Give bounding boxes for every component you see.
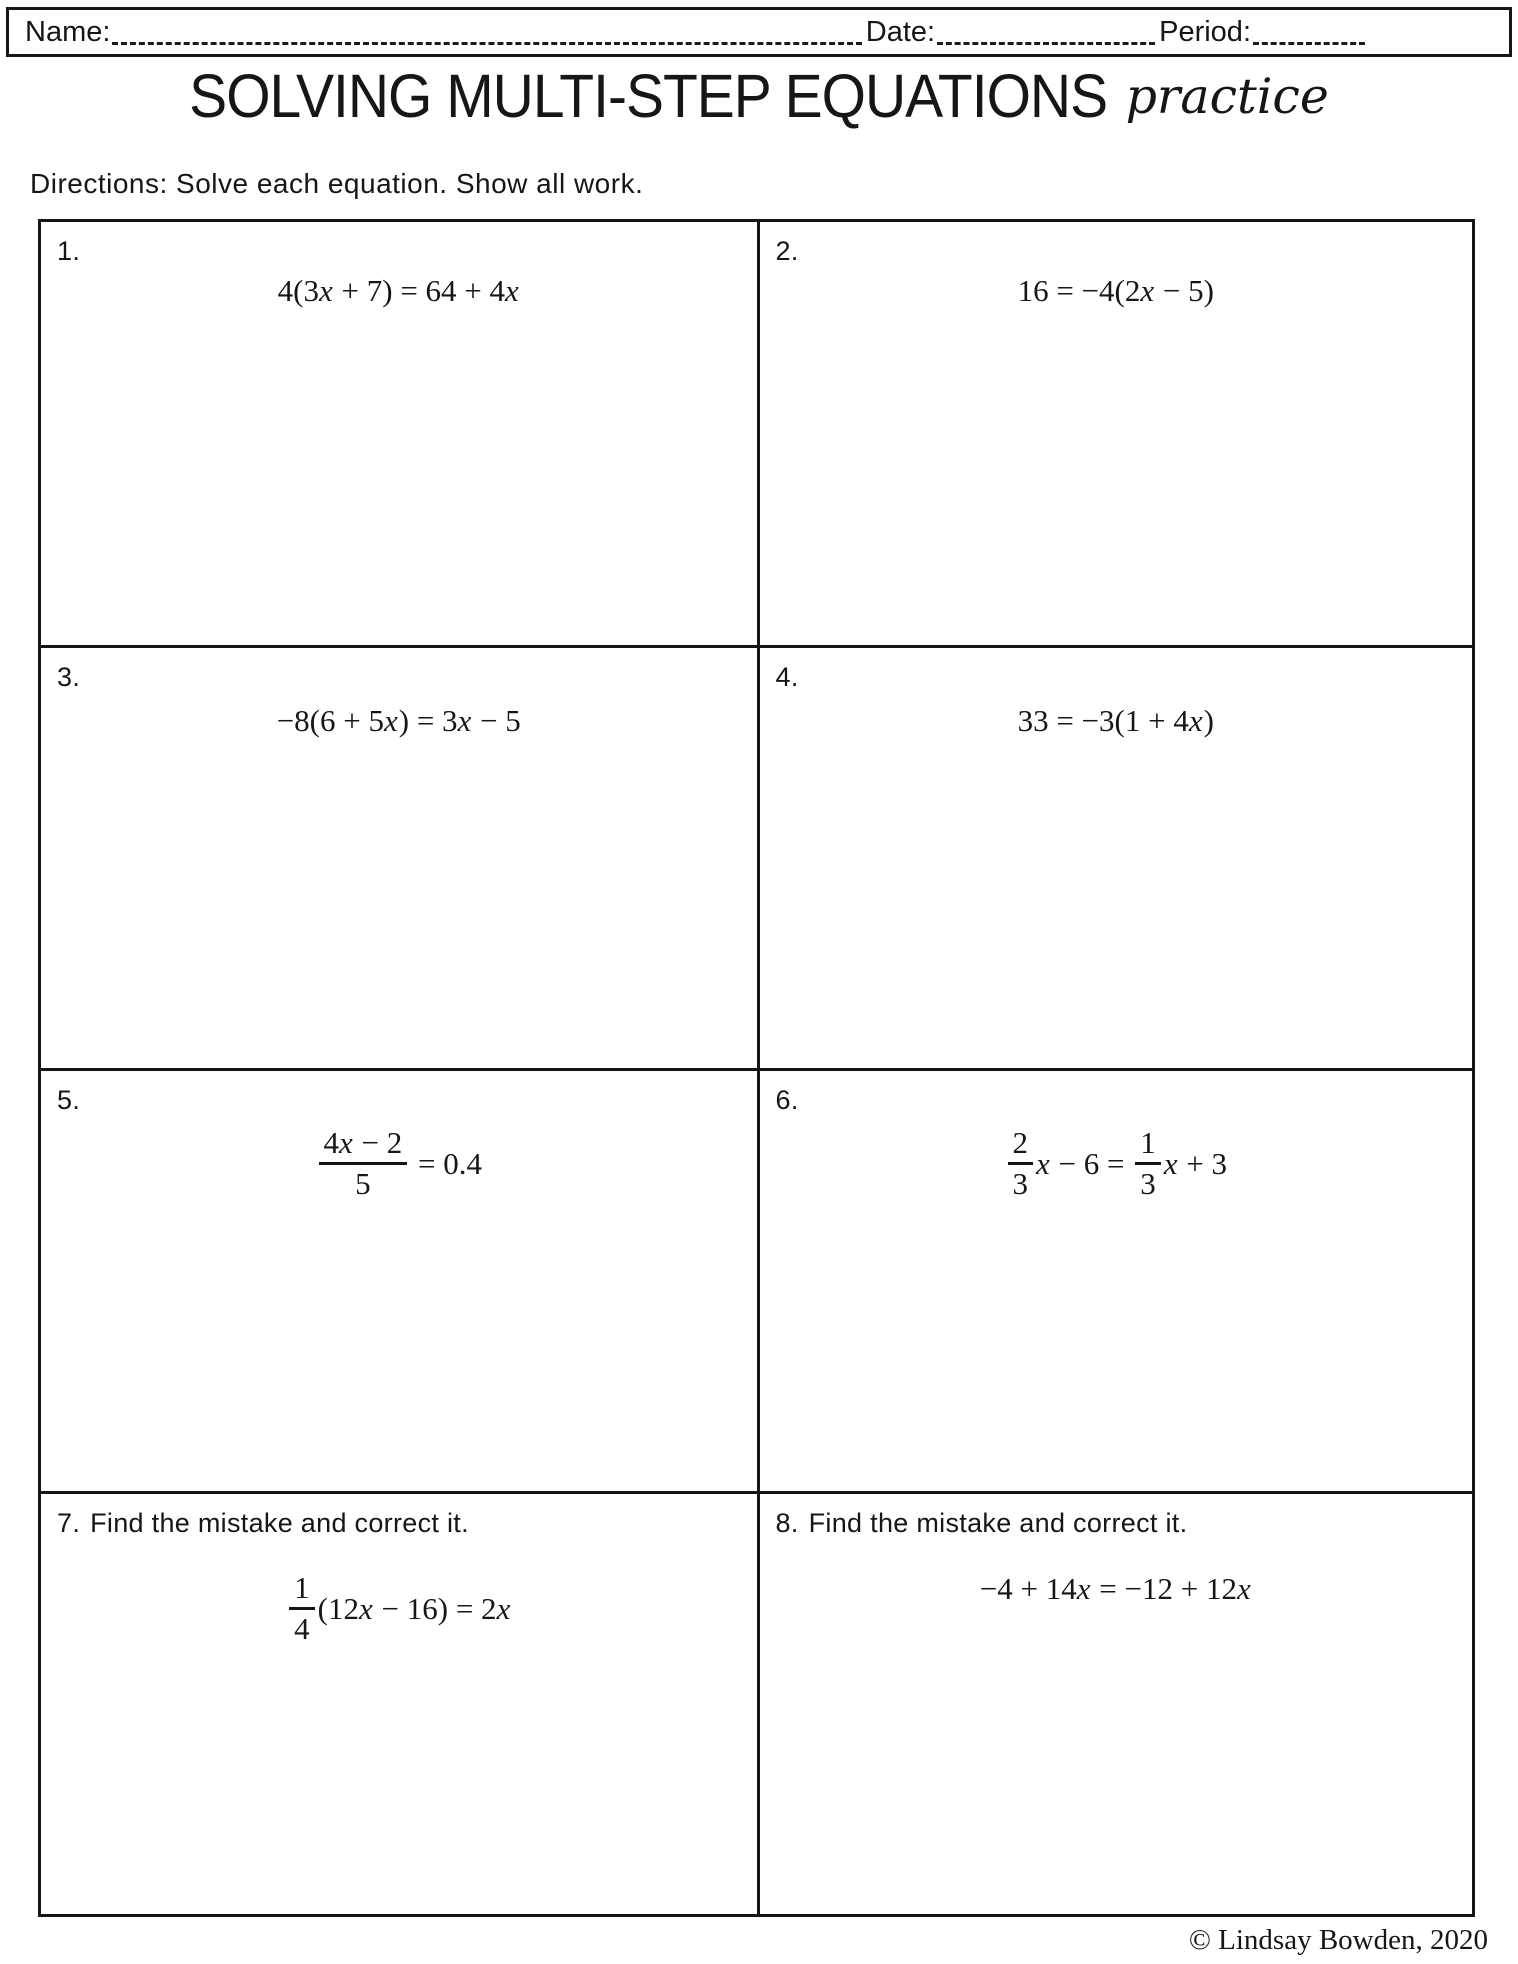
equation-text: 4: [294, 1611, 310, 1647]
date-blank-line: [937, 22, 1155, 45]
equation-text: 4: [323, 1125, 339, 1161]
equation-text: 16 = −4(2: [1017, 273, 1141, 309]
fraction-numerator: [289, 1571, 315, 1610]
equation: [760, 1571, 1473, 1607]
fraction-denominator: [350, 1165, 376, 1201]
problem-prompt: Find the mistake and correct it.: [808, 1508, 1188, 1538]
equation-text: 33 = −3(1 + 4: [1017, 703, 1189, 739]
problem-cell: [41, 1491, 757, 1914]
equation-text: + 3: [1178, 1145, 1227, 1181]
problem-number: 5.: [57, 1085, 81, 1115]
fraction: [1008, 1126, 1034, 1201]
problems-grid: [38, 219, 1475, 1917]
title-script-text: practice: [1125, 68, 1329, 125]
equation-variable: x: [1036, 1145, 1050, 1181]
problem-cell: [757, 1068, 1473, 1491]
equation-text: 3: [1140, 1166, 1156, 1202]
equation: [41, 703, 757, 739]
equation-variable: x: [505, 273, 519, 309]
fraction-denominator: [1135, 1165, 1161, 1201]
equation-text: − 16) = 2: [373, 1590, 497, 1626]
fraction-denominator: [1008, 1165, 1034, 1201]
equation-variable: x: [383, 703, 398, 739]
equation-text: −8(6 + 5: [276, 703, 384, 739]
equation-text: 1: [294, 1570, 310, 1606]
equation-variable: x: [1236, 1571, 1251, 1607]
problem-number: 8.: [775, 1508, 799, 1538]
problem-cell: [757, 645, 1473, 1068]
equation-text: = −12 + 12: [1091, 1571, 1237, 1607]
fraction: [1135, 1126, 1161, 1201]
equation-text: −4 + 14: [979, 1571, 1077, 1607]
date-label: Date:: [865, 16, 936, 48]
problem-number: 2.: [775, 236, 799, 266]
equation-text: 5: [355, 1166, 371, 1202]
problem-prompt: Find the mistake and correct it.: [90, 1508, 469, 1538]
fraction-numerator: [1008, 1126, 1034, 1165]
equation-variable: x: [339, 1125, 353, 1161]
equation-variable: x: [1140, 273, 1155, 309]
problem-label-line: [760, 1494, 1473, 1541]
problem-label-line: [760, 648, 1473, 695]
footer-credit: © Lindsay Bowden, 2020: [1188, 1924, 1488, 1956]
problem-label-line: [41, 648, 757, 695]
equation-variable: x: [457, 703, 472, 739]
directions-text: Directions: Solve each equation. Show all work.: [30, 168, 644, 199]
problem-label-line: [760, 222, 1473, 269]
problem-number: 7.: [57, 1508, 81, 1538]
equation: [41, 273, 757, 309]
equation-text: − 2: [353, 1125, 403, 1161]
equation-variable: x: [359, 1590, 373, 1626]
equation-text: 2: [1012, 1125, 1028, 1161]
equation-text: + 7) = 64 + 4: [333, 273, 506, 309]
equation: [760, 1126, 1473, 1201]
problem-cell: [41, 222, 757, 645]
equation-text: ) = 3: [398, 703, 458, 739]
fraction-numerator: [319, 1126, 408, 1165]
fraction-numerator: [1135, 1126, 1161, 1165]
equation-text: ): [1203, 703, 1214, 739]
equation: [760, 273, 1473, 309]
equation: [41, 1126, 757, 1201]
equation: [760, 703, 1473, 739]
problem-cell: [41, 645, 757, 1068]
equation-text: 3: [1012, 1166, 1028, 1202]
equation-text: − 5: [472, 703, 521, 739]
equation-text: (12: [317, 1590, 359, 1626]
equation-text: = 0.4: [410, 1145, 482, 1181]
equation-text: − 6 =: [1050, 1145, 1133, 1181]
problem-number: 6.: [775, 1085, 799, 1115]
fraction: [319, 1126, 408, 1201]
equation: [41, 1571, 757, 1646]
equation-text: 4(3: [277, 273, 319, 309]
equation-text: − 5): [1155, 273, 1214, 309]
problem-label-line: [41, 222, 757, 269]
problem-label-line: [41, 1071, 757, 1118]
page-title: [0, 62, 1518, 132]
problem-cell: [41, 1068, 757, 1491]
equation-text: 1: [1140, 1125, 1156, 1161]
problem-cell: [757, 222, 1473, 645]
problem-label-line: [760, 1071, 1473, 1118]
equation-variable: x: [319, 273, 333, 309]
fraction-denominator: [289, 1610, 315, 1646]
name-blank-line: [112, 22, 861, 45]
header-box: [6, 7, 1512, 57]
fraction: [289, 1571, 315, 1646]
equation-variable: x: [1076, 1571, 1091, 1607]
equation-variable: x: [496, 1590, 511, 1626]
title-main-text: SOLVING MULTI-STEP EQUATIONS: [189, 62, 1108, 132]
problem-number: 1.: [57, 236, 81, 266]
name-label: Name:: [25, 16, 111, 48]
problem-number: 3.: [57, 662, 81, 692]
period-blank-line: [1253, 22, 1365, 45]
equation-variable: x: [1163, 1145, 1178, 1181]
period-label: Period:: [1159, 16, 1251, 48]
problem-cell: [757, 1491, 1473, 1914]
problem-number: 4.: [775, 662, 799, 692]
equation-variable: x: [1188, 703, 1203, 739]
problem-label-line: [41, 1494, 757, 1541]
